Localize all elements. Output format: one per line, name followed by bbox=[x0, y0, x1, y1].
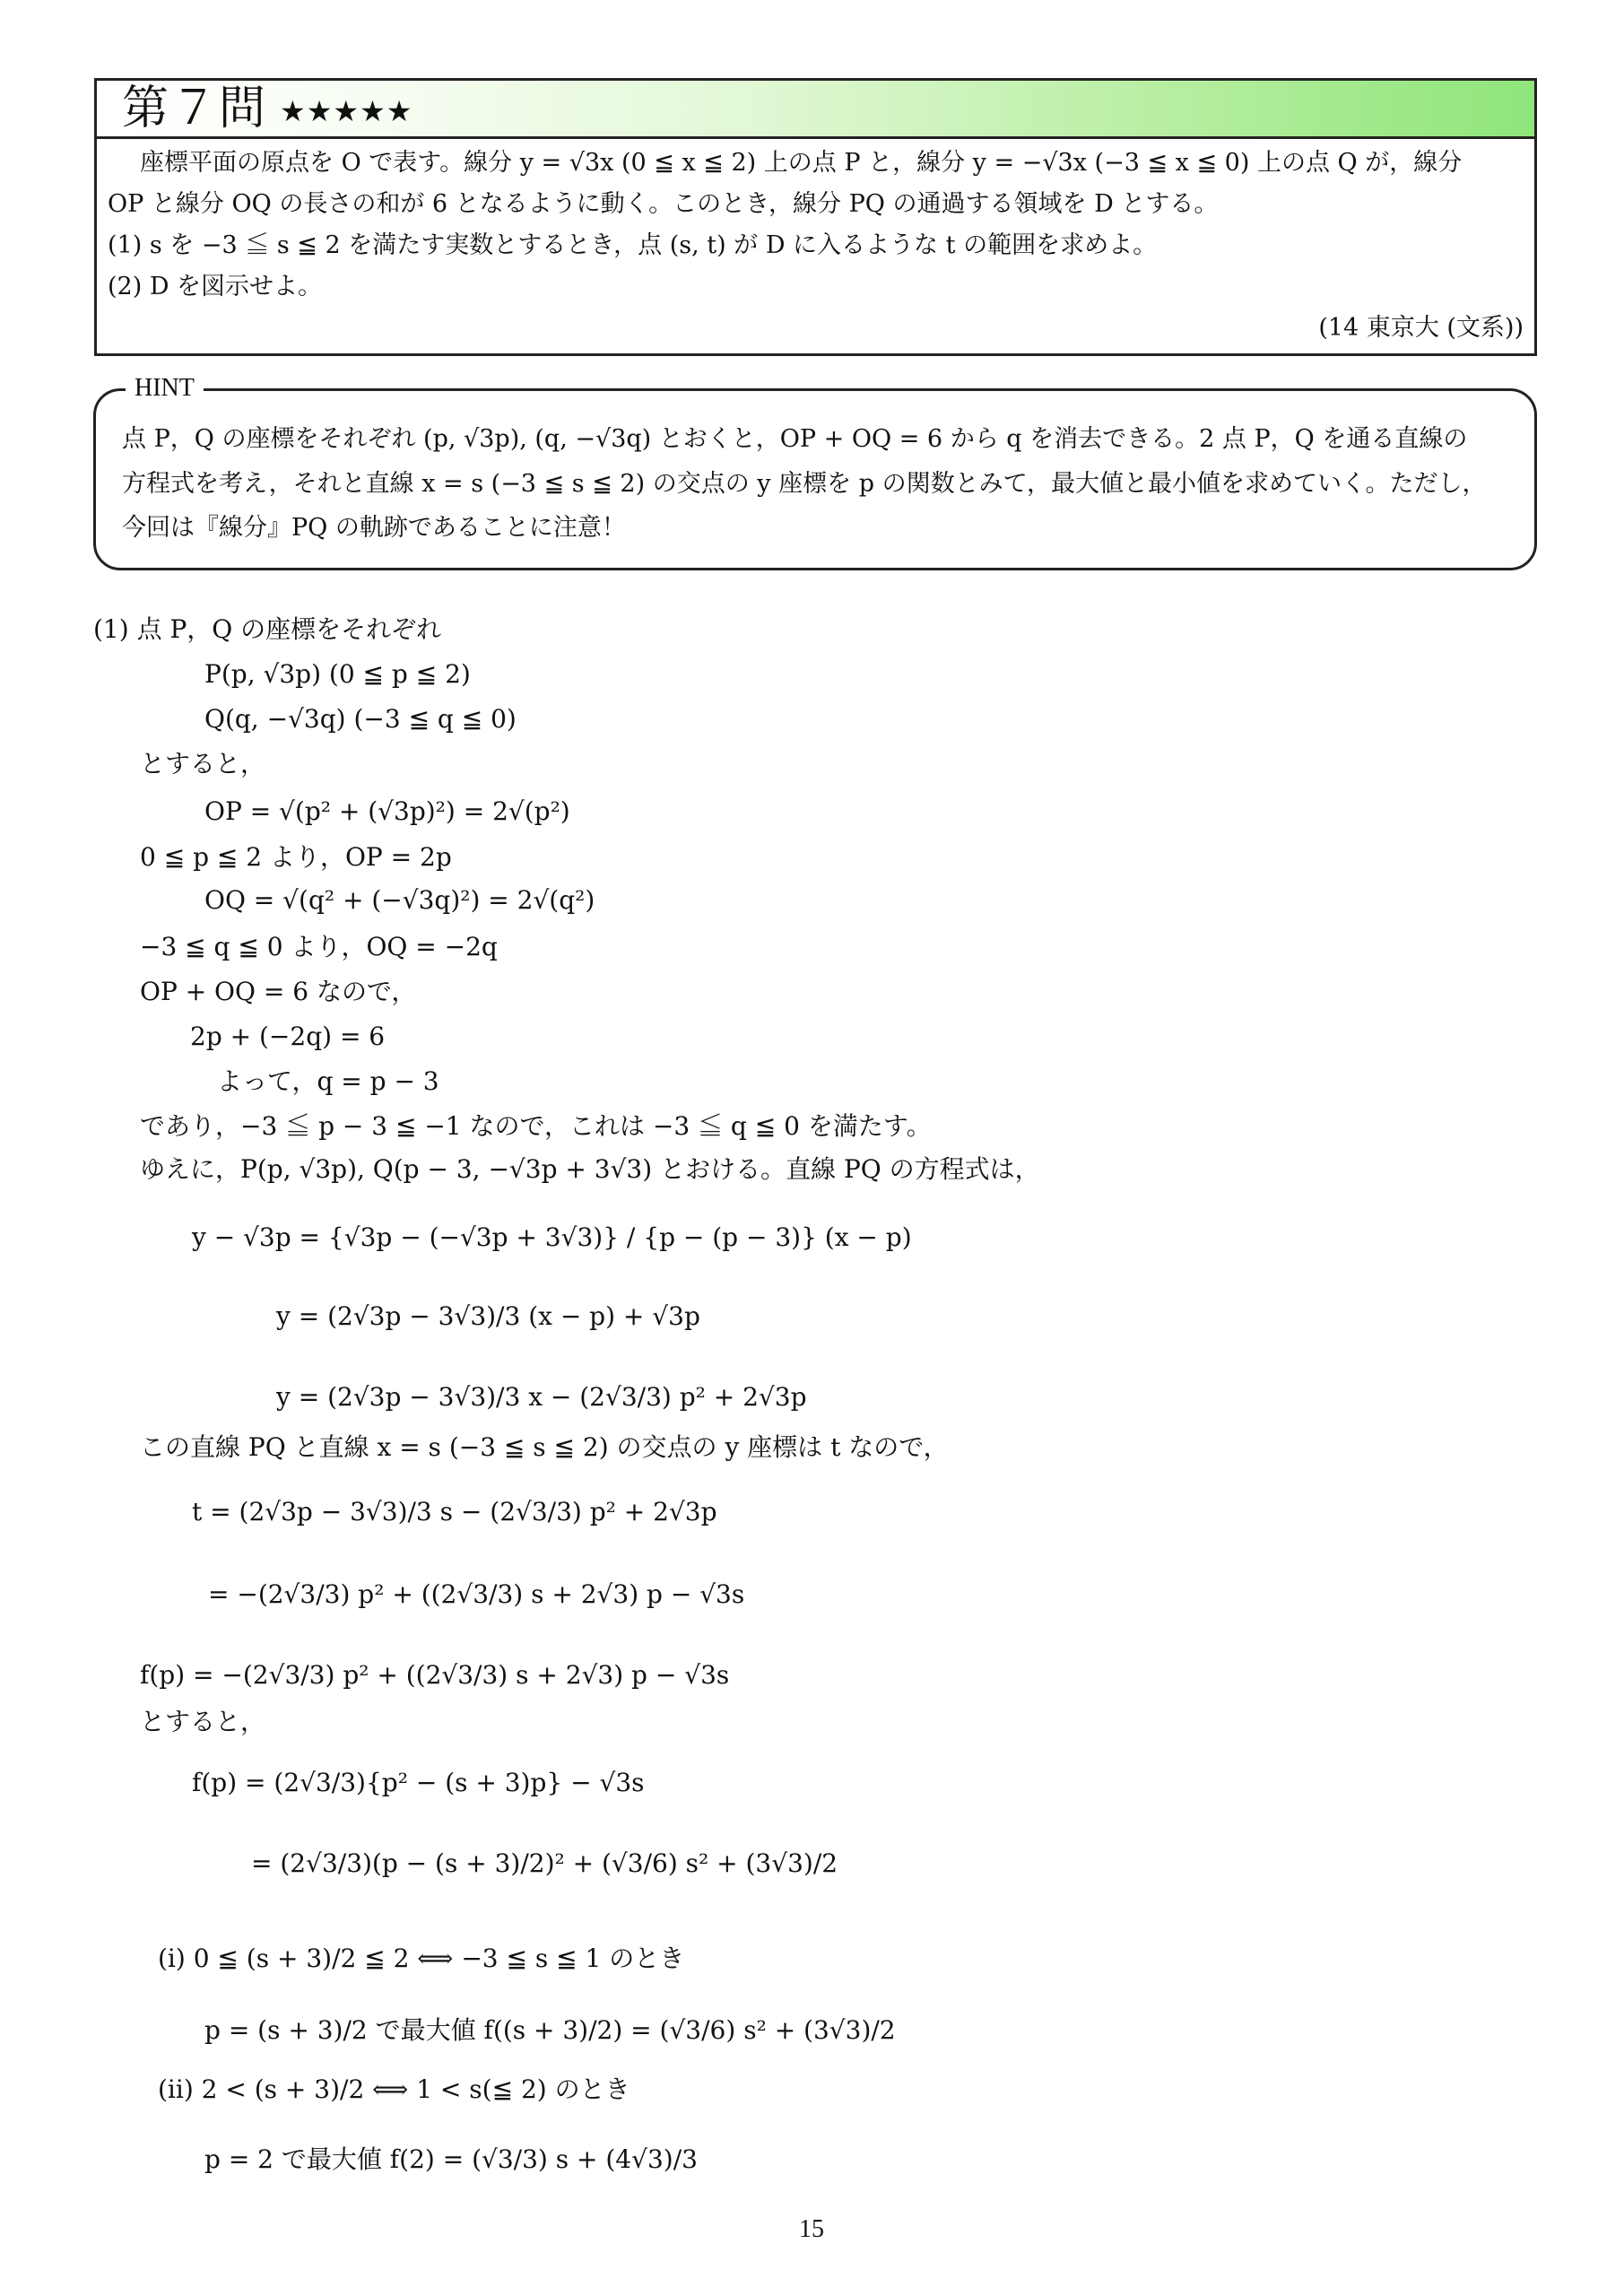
solution-line: t = (2√3p − 3√3)/3 s − (2√3/3) p² + 2√3p bbox=[192, 1497, 717, 1526]
solution-line: f(p) = (2√3/3){p² − (s + 3)p} − √3s bbox=[192, 1768, 645, 1797]
solution-line: Q(q, −√3q) (−3 ≦ q ≦ 0) bbox=[204, 704, 517, 734]
solution-line: とすると， bbox=[140, 749, 266, 778]
difficulty-stars: ★★★★★ bbox=[280, 94, 413, 128]
solution-line: = (2√3/3)(p − (s + 3)/2)² + (√3/6) s² + (3√3)/2 bbox=[251, 1848, 838, 1878]
solution-line: p = 2 で最大値 f(2) = (√3/3) s + (4√3)/3 bbox=[204, 2144, 698, 2174]
solution-line: p = (s + 3)/2 で最大値 f((s + 3)/2) = (√3/6) s² + (3√3)/2 bbox=[204, 2015, 896, 2045]
problem-line: (2) D を図示せよ。 bbox=[108, 273, 323, 300]
problem-title: 第７問 bbox=[122, 82, 268, 135]
solution-line: 0 ≦ p ≦ 2 より，OP = 2p bbox=[140, 842, 452, 872]
solution-line: P(p, √3p) (0 ≦ p ≦ 2) bbox=[204, 659, 471, 689]
problem-box bbox=[94, 78, 1537, 356]
solution-line: OP + OQ = 6 なので， bbox=[140, 977, 417, 1006]
solution-line: y = (2√3p − 3√3)/3 x − (2√3/3) p² + 2√3p bbox=[276, 1382, 807, 1412]
solution-line: = −(2√3/3) p² + ((2√3/3) s + 2√3) p − √3s bbox=[208, 1579, 745, 1609]
page-number: 15 bbox=[799, 2215, 824, 2243]
solution-line: とすると， bbox=[140, 1707, 266, 1736]
solution-line: (ii) 2 < (s + 3)/2 ⟺ 1 < s(≦ 2) のとき bbox=[158, 2074, 630, 2104]
problem-line: OP と線分 OQ の長さの和が 6 となるように動く。このとき，線分 PQ の通過する領域を D とする。 bbox=[108, 190, 1219, 218]
solution-line: よって，q = p − 3 bbox=[217, 1066, 439, 1096]
problem-line: 座標平面の原点を O で表す。線分 y = √3x (0 ≦ x ≦ 2) 上の点 P と，線分 y = −√3x (−3 ≦ x ≦ 0) 上の点 Q が，線分 bbox=[140, 149, 1463, 177]
solution-line: であり，−3 ≦ p − 3 ≦ −1 なので，これは −3 ≦ q ≦ 0 を満たす。 bbox=[140, 1111, 932, 1141]
hint-line: 方程式を考え，それと直線 x = s (−3 ≦ s ≦ 2) の交点の y 座標を p の関数とみて，最大値と最小値を求めていく。ただし， bbox=[122, 470, 1487, 498]
solution-line: 2p + (−2q) = 6 bbox=[190, 1022, 386, 1051]
problem-header bbox=[97, 81, 1534, 139]
hint-label: HINT bbox=[126, 371, 204, 405]
solution-line: (1) 点 P，Q の座標をそれぞれ bbox=[93, 614, 442, 644]
solution-line: この直線 PQ と直線 x = s (−3 ≦ s ≦ 2) の交点の y 座標は t なので， bbox=[140, 1432, 949, 1462]
problem-line: (1) s を −3 ≦ s ≦ 2 を満たす実数とするとき，点 (s, t) が D に入るような t の範囲を求めよ。 bbox=[108, 231, 1158, 259]
solution-line: −3 ≦ q ≦ 0 より，OQ = −2q bbox=[140, 932, 498, 961]
solution-line: f(p) = −(2√3/3) p² + ((2√3/3) s + 2√3) p − √3s bbox=[140, 1660, 730, 1690]
problem-source: (14 東京大 (文系)) bbox=[1318, 314, 1524, 342]
solution-line: OP = √(p² + (√3p)²) = 2√(p²) bbox=[204, 796, 570, 826]
hint-line: 点 P，Q の座標をそれぞれ (p, √3p), (q, −√3q) とおくと，OP + OQ = 6 から q を消去できる。2 点 P，Q を通る直線の bbox=[122, 425, 1468, 453]
solution-line: y = (2√3p − 3√3)/3 (x − p) + √3p bbox=[276, 1301, 700, 1331]
solution-line: y − √3p = {√3p − (−√3p + 3√3)} / {p − (p − 3)} (x − p) bbox=[192, 1222, 912, 1252]
solution-line: OQ = √(q² + (−√3q)²) = 2√(q²) bbox=[204, 885, 595, 915]
solution-line: ゆえに，P(p, √3p), Q(p − 3, −√3p + 3√3) とおける。直線 PQ の方程式は， bbox=[140, 1154, 1040, 1184]
hint-line: 今回は『線分』PQ の軌跡であることに注意！ bbox=[122, 514, 626, 542]
solution-line: (i) 0 ≦ (s + 3)/2 ≦ 2 ⟺ −3 ≦ s ≦ 1 のとき bbox=[158, 1944, 685, 1973]
